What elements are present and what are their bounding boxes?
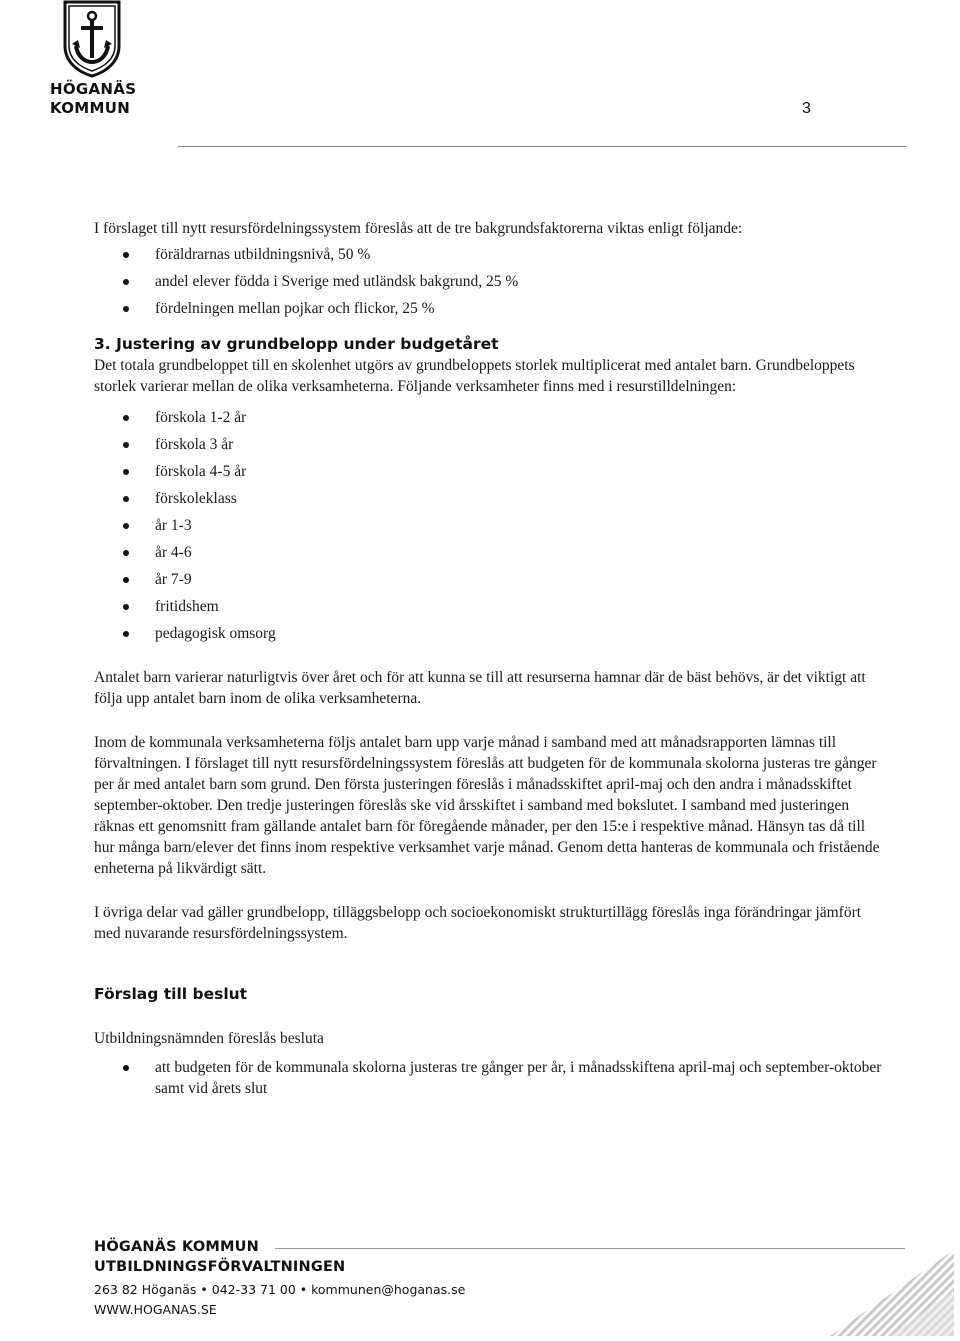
section-3-heading: 3. Justering av grundbelopp under budgetåret: [94, 335, 499, 353]
list-item: andel elever födda i Sverige med utländsk bakgrund, 25 %: [94, 271, 884, 292]
list-item: fritidshem: [94, 596, 884, 617]
children-paragraph: Antalet barn varierar naturligtvis över året och för att kunna se till att resurserna hamnar där de bäst behövs, är det viktigt att följa upp antalet barn inom de olika verksamheterna.: [94, 669, 866, 707]
decision-heading: Förslag till beslut: [94, 985, 248, 1003]
list-item: år 1-3: [94, 515, 884, 536]
list-item: förskola 4-5 år: [94, 461, 884, 482]
list-item: att budgeten för de kommunala skolorna justeras tre gånger per år, i månadsskiftena april-maj och september-oktober samt vid årets slut: [94, 1057, 884, 1099]
bullet-icon: [123, 604, 129, 610]
bullet-icon: [123, 252, 129, 258]
bullet-icon: [123, 550, 129, 556]
bullet-icon: [123, 496, 129, 502]
list-item: pedagogisk omsorg: [94, 623, 884, 644]
bullet-icon: [123, 1065, 129, 1071]
list-item: år 7-9: [94, 569, 884, 590]
bullet-icon: [123, 631, 129, 637]
corner-pattern-icon: [830, 1250, 954, 1336]
bullet-icon: [123, 279, 129, 285]
logo-wordmark: [50, 80, 136, 118]
logo-line-2: KOMMUN: [50, 99, 131, 117]
footer-org-name: HÖGANÄS KOMMUN: [94, 1239, 259, 1255]
municipality-logo: [50, 0, 150, 122]
decision-list: [94, 1057, 884, 1099]
footer-contact: 263 82 Höganäs • 042-33 71 00 • kommunen@hoganas.se: [94, 1282, 466, 1297]
list-item: förskoleklass: [94, 488, 884, 509]
list-item: förskola 3 år: [94, 434, 884, 455]
bullet-icon: [123, 469, 129, 475]
logo-line-1: HÖGANÄS: [50, 80, 137, 98]
footer: [94, 1237, 465, 1320]
document-body: [94, 218, 884, 1099]
list-item: fördelningen mellan pojkar och flickor, 25 %: [94, 298, 884, 319]
other-parts-paragraph: I övriga delar vad gäller grundbelopp, tilläggsbelopp och socioekonomiskt strukturtillägg föreslås inga förändringar jämfört med nuvarande resursfördelningssystem.: [94, 904, 862, 942]
decision-intro: Utbildningsnämnden föreslås besluta: [94, 1030, 324, 1047]
bullet-icon: [123, 415, 129, 421]
bullet-icon: [123, 442, 129, 448]
coat-of-arms-icon: [62, 0, 122, 78]
list-item: föräldrarnas utbildningsnivå, 50 %: [94, 244, 884, 265]
bullet-icon: [123, 577, 129, 583]
footer-department: UTBILDNINGSFÖRVALTNINGEN: [94, 1259, 346, 1275]
header-divider: [178, 146, 906, 147]
section-3-paragraph: Det totala grundbeloppet till en skolenhet utgörs av grundbeloppets storlek multiplicerat med antalet barn. Grundbeloppets storlek varierar mellan de olika verksamheterna. Följande verksamheter finns med i resurstilldelningen:: [94, 357, 855, 395]
monthly-follow-up-paragraph: Inom de kommunala verksamheterna följs antalet barn upp varje månad i samband med att månadsrapporten lämnas till förvaltningen. I förslaget till nytt resursfördelningssystem föreslås att budgeten för de kommunala skolorna justeras tre gånger per år med antalet barn som grund. Den första justeringen föreslås i månadsskiftet april-maj och den andra i månadsskiftet september-oktober. Den tredje justeringen föreslås ske vid årsskiftet i samband med bokslutet. I samband med justeringen räknas ett genomsnitt fram gällande antalet barn för föregående månader, per den 15:e i respektive månad. Hänsyn tas då till hur många barn/elever det finns inom respektive verksamhet varje månad. Genom detta hanteras de kommunala och fristående enheterna på likvärdigt sätt.: [94, 734, 880, 877]
weights-list: [94, 244, 884, 319]
bullet-icon: [123, 523, 129, 529]
activities-list: [94, 407, 884, 644]
list-item: förskola 1-2 år: [94, 407, 884, 428]
page-number: 3: [802, 100, 811, 117]
footer-website: WWW.HOGANAS.SE: [94, 1302, 217, 1317]
bullet-icon: [123, 306, 129, 312]
list-item: år 4-6: [94, 542, 884, 563]
intro-paragraph: I förslaget till nytt resursfördelningssystem föreslås att de tre bakgrundsfaktorerna viktas enligt följande:: [94, 220, 743, 237]
